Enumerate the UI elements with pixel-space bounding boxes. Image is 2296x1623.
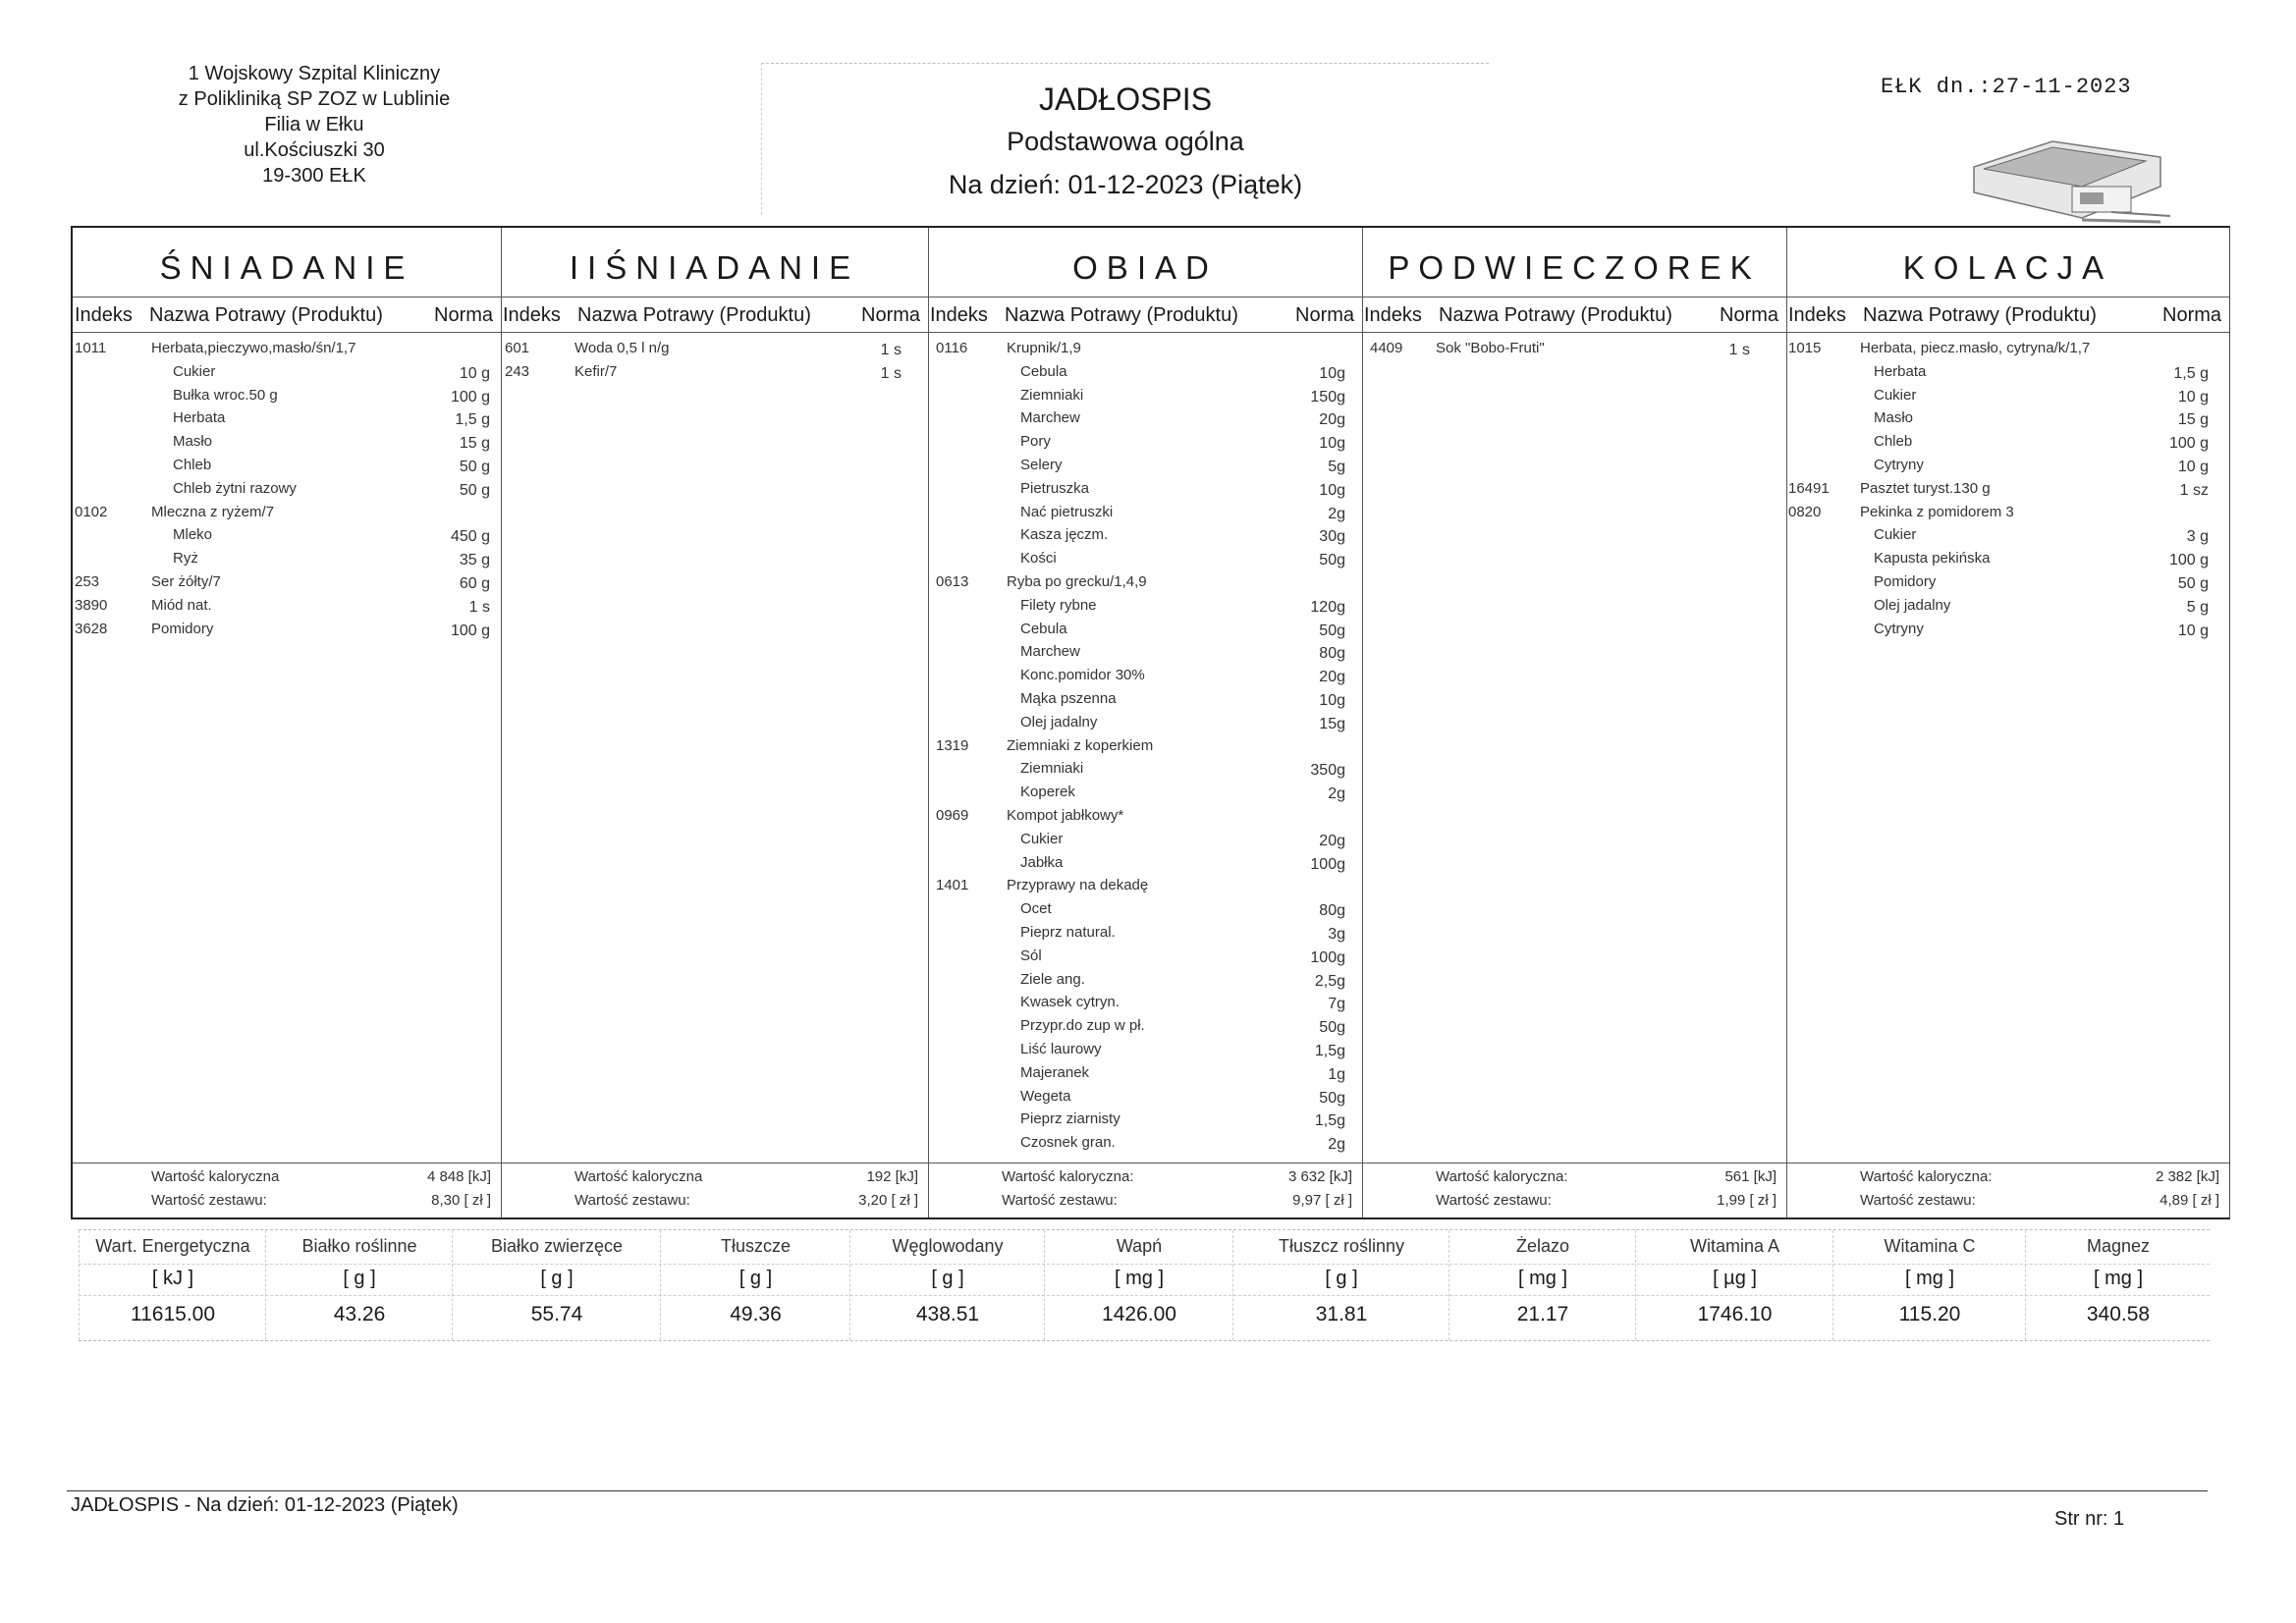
nutrient-unit: [ kJ ] bbox=[151, 1268, 194, 1289]
item-norm: 10 g bbox=[2177, 622, 2209, 639]
set-cost-value: 9,97 [ zł ] bbox=[1292, 1192, 1352, 1209]
item-norm: 2g bbox=[1328, 505, 1345, 522]
item-norm: 100 g bbox=[2168, 435, 2209, 453]
item-norm: 2g bbox=[1328, 785, 1345, 803]
ingredient-name: Bułka wroc.50 g bbox=[173, 386, 278, 404]
dish-name: Ser żółty/7 bbox=[151, 573, 221, 590]
nutrition-row-divider bbox=[79, 1264, 2210, 1265]
ingredient-name: Olej jadalny bbox=[1020, 713, 1098, 730]
item-index: 243 bbox=[505, 362, 530, 380]
nutrient-unit: [ mg ] bbox=[1114, 1268, 1164, 1289]
nutrition-row-divider bbox=[79, 1295, 2210, 1296]
ingredient-name: Marchew bbox=[1020, 409, 1080, 427]
hospital-line: 1 Wojskowy Szpital Kliniczny bbox=[188, 63, 441, 84]
item-norm: 150g bbox=[1310, 388, 1345, 406]
nutrient-label: Białko roślinne bbox=[301, 1236, 417, 1256]
hospital-line: Filia w Ełku bbox=[264, 114, 364, 135]
item-norm: 100 g bbox=[2168, 552, 2209, 569]
ingredient-name: Filety rybne bbox=[1020, 596, 1097, 614]
nutrient-column bbox=[452, 1230, 661, 1340]
item-norm: 100 g bbox=[450, 388, 490, 406]
item-norm: 1 s bbox=[468, 598, 490, 616]
column-divider bbox=[501, 228, 502, 1217]
set-cost-value: 1,99 [ zł ] bbox=[1717, 1192, 1777, 1209]
nutrient-column bbox=[79, 1230, 266, 1340]
dish-name: Kompot jabłkowy* bbox=[1007, 807, 1124, 824]
ingredient-name: Masło bbox=[1874, 409, 1914, 427]
ingredient-name: Liść laurowy bbox=[1020, 1041, 1102, 1057]
page-number: Str nr: 1 bbox=[2054, 1508, 2125, 1530]
item-index: 601 bbox=[505, 340, 530, 356]
ingredient-name: Herbata bbox=[173, 409, 226, 427]
column-header-name: Nazwa Potrawy (Produktu) bbox=[577, 304, 811, 326]
nutrient-value: 1746.10 bbox=[1697, 1303, 1773, 1325]
column-divider bbox=[928, 228, 929, 1217]
dish-name: Ryba po grecku/1,4,9 bbox=[1007, 573, 1147, 590]
nutrient-label: Węglowodany bbox=[892, 1236, 1004, 1256]
item-index: 16491 bbox=[1788, 479, 1830, 497]
column-header-name: Nazwa Potrawy (Produktu) bbox=[1439, 304, 1672, 326]
item-norm: 5 g bbox=[2186, 598, 2209, 616]
item-norm: 10g bbox=[1319, 364, 1345, 382]
item-norm: 30g bbox=[1319, 528, 1345, 546]
item-norm: 10g bbox=[1319, 481, 1345, 499]
set-cost-label: Wartość zestawu: bbox=[1436, 1192, 1552, 1209]
column-header-norm: Norma bbox=[1720, 304, 1779, 326]
item-norm: 3g bbox=[1328, 926, 1345, 943]
ingredient-name: Cebula bbox=[1020, 362, 1067, 380]
item-norm: 15 g bbox=[2177, 411, 2209, 429]
nutrient-value: 340.58 bbox=[2086, 1303, 2151, 1325]
nutrient-unit: [ mg ] bbox=[1517, 1268, 1567, 1289]
item-index: 1319 bbox=[936, 736, 969, 754]
item-norm: 450 g bbox=[450, 528, 490, 546]
set-cost-label: Wartość zestawu: bbox=[1860, 1192, 1976, 1209]
column-header-name: Nazwa Potrawy (Produktu) bbox=[149, 304, 383, 326]
dish-name: Przyprawy na dekadę bbox=[1007, 877, 1149, 894]
ingredient-name: Kości bbox=[1020, 550, 1057, 568]
ingredient-name: Chleb bbox=[173, 457, 212, 473]
item-norm: 1 sz bbox=[2179, 481, 2209, 499]
nutrient-label: Witamina A bbox=[1689, 1236, 1780, 1256]
item-norm: 2g bbox=[1328, 1136, 1345, 1154]
hospital-line: z Polikliniką SP ZOZ w Lublinie bbox=[178, 88, 451, 110]
nutrient-value: 31.81 bbox=[1315, 1303, 1368, 1325]
item-norm: 20g bbox=[1319, 411, 1345, 429]
issue-date: EŁK dn.:27-11-2023 bbox=[1881, 75, 2132, 99]
ingredient-name: Selery bbox=[1020, 457, 1063, 473]
column-header-index: Indeks bbox=[1788, 304, 1846, 326]
ingredient-name: Kwasek cytryn. bbox=[1020, 994, 1120, 1011]
ingredient-name: Ocet bbox=[1020, 900, 1052, 918]
column-divider bbox=[1362, 228, 1363, 1217]
nutrient-value: 115.20 bbox=[1898, 1303, 1961, 1325]
ingredient-name: Pieprz ziarnisty bbox=[1020, 1110, 1121, 1128]
column-header-norm: Norma bbox=[861, 304, 921, 326]
nutrient-value: 49.36 bbox=[730, 1303, 782, 1325]
ingredient-name: Olej jadalny bbox=[1874, 596, 1951, 614]
item-norm: 1,5g bbox=[1314, 1112, 1345, 1130]
nutrient-unit: [ mg ] bbox=[2093, 1268, 2143, 1289]
set-cost-label: Wartość zestawu: bbox=[1002, 1192, 1118, 1209]
item-index: 0102 bbox=[75, 503, 108, 520]
item-norm: 60 g bbox=[459, 575, 490, 592]
ingredient-name: Cukier bbox=[173, 362, 216, 380]
ingredient-name: Mąka pszenna bbox=[1020, 690, 1117, 707]
item-norm: 10 g bbox=[2177, 388, 2209, 406]
column-header-norm: Norma bbox=[1295, 304, 1355, 326]
item-index: 0116 bbox=[936, 340, 968, 356]
column-header-index: Indeks bbox=[930, 304, 988, 326]
ingredient-name: Ziemniaki bbox=[1020, 760, 1084, 778]
nutrient-unit: [ g ] bbox=[931, 1268, 964, 1289]
hospital-line: ul.Kościuszki 30 bbox=[244, 139, 385, 161]
item-norm: 350g bbox=[1310, 762, 1345, 780]
nutrient-value: 21.17 bbox=[1516, 1303, 1569, 1325]
item-norm: 20g bbox=[1319, 832, 1345, 849]
dish-name: Pasztet turyst.130 g bbox=[1860, 479, 1991, 497]
calorie-label: Wartość kaloryczna: bbox=[1860, 1168, 1993, 1185]
ingredient-name: Chleb bbox=[1874, 433, 1913, 451]
footer-divider bbox=[67, 1490, 2208, 1491]
nutrition-summary bbox=[79, 1229, 2210, 1341]
ingredient-name: Jabłka bbox=[1020, 853, 1064, 871]
calorie-label: Wartość kaloryczna bbox=[151, 1168, 280, 1185]
item-norm: 1 s bbox=[880, 364, 902, 382]
column-header-name: Nazwa Potrawy (Produktu) bbox=[1863, 304, 2097, 326]
nutrient-column bbox=[849, 1230, 1045, 1340]
row-divider bbox=[73, 297, 2229, 298]
item-norm: 50 g bbox=[459, 459, 490, 475]
nutrient-value: 43.26 bbox=[333, 1303, 386, 1325]
ingredient-name: Cytryny bbox=[1874, 620, 1924, 637]
nutrient-column bbox=[1449, 1230, 1636, 1340]
ingredient-name: Marchew bbox=[1020, 643, 1080, 661]
meal-title: OBIAD bbox=[1072, 249, 1218, 286]
meal-title: KOLACJA bbox=[1902, 249, 2113, 286]
dish-name: Pekinka z pomidorem 3 bbox=[1860, 503, 2014, 520]
dish-name: Krupnik/1,9 bbox=[1007, 340, 1081, 356]
calorie-value: 3 632 [kJ] bbox=[1287, 1168, 1352, 1185]
item-index: 253 bbox=[75, 573, 100, 590]
item-norm: 100g bbox=[1310, 948, 1345, 966]
calorie-label: Wartość kaloryczna: bbox=[1436, 1168, 1568, 1185]
ingredient-name: Majeranek bbox=[1020, 1063, 1090, 1081]
meal-title: ŚNIADANIE bbox=[159, 249, 414, 286]
set-cost-label: Wartość zestawu: bbox=[574, 1192, 690, 1209]
meal-title: IIŚNIADANIE bbox=[569, 249, 860, 286]
nutrient-label: Tłuszcz roślinny bbox=[1278, 1236, 1405, 1256]
dish-name: Kefir/7 bbox=[574, 362, 618, 380]
item-norm: 35 g bbox=[459, 552, 490, 569]
ingredient-name: Cebula bbox=[1020, 620, 1067, 637]
item-norm: 20g bbox=[1319, 669, 1345, 686]
nutrient-label: Tłuszcze bbox=[720, 1236, 791, 1256]
item-norm: 1,5 g bbox=[455, 411, 490, 429]
nutrient-column bbox=[2025, 1230, 2211, 1340]
item-norm: 1,5g bbox=[1314, 1043, 1345, 1059]
ingredient-name: Przypr.do zup w pł. bbox=[1020, 1017, 1145, 1035]
nutrient-column bbox=[1232, 1230, 1449, 1340]
item-norm: 100g bbox=[1310, 855, 1345, 873]
nutrient-value: 55.74 bbox=[530, 1303, 583, 1325]
set-cost-label: Wartość zestawu: bbox=[151, 1192, 267, 1209]
item-norm: 10g bbox=[1319, 692, 1345, 709]
nutrient-value: 438.51 bbox=[915, 1303, 980, 1325]
dish-name: Miód nat. bbox=[151, 596, 212, 614]
column-header-index: Indeks bbox=[1364, 304, 1422, 326]
item-norm: 80g bbox=[1319, 645, 1345, 663]
nutrient-label: Witamina C bbox=[1884, 1236, 1976, 1256]
ingredient-name: Nać pietruszki bbox=[1020, 503, 1114, 520]
dish-name: Herbata, piecz.masło, cytryna/k/1,7 bbox=[1860, 340, 2091, 356]
nutrient-label: Białko zwierzęce bbox=[490, 1236, 624, 1256]
item-norm: 80g bbox=[1319, 902, 1345, 920]
ingredient-name: Konc.pomidor 30% bbox=[1020, 667, 1145, 684]
ingredient-name: Wegeta bbox=[1020, 1087, 1071, 1105]
meal-title: PODWIECZOREK bbox=[1388, 249, 1761, 286]
item-norm: 15 g bbox=[459, 435, 490, 453]
dish-name: Sok "Bobo-Fruti" bbox=[1436, 340, 1545, 356]
nutrient-column bbox=[1044, 1230, 1233, 1340]
nutrient-value: 1426.00 bbox=[1102, 1303, 1176, 1325]
calorie-value: 2 382 [kJ] bbox=[2155, 1168, 2219, 1185]
nutrient-label: Magnez bbox=[2086, 1236, 2151, 1256]
ingredient-name: Mleko bbox=[173, 526, 213, 544]
dish-name: Mleczna z ryżem/7 bbox=[151, 503, 275, 520]
nutrient-label: Żelazo bbox=[1515, 1236, 1570, 1256]
item-norm: 50 g bbox=[459, 481, 490, 499]
column-header-name: Nazwa Potrawy (Produktu) bbox=[1005, 304, 1238, 326]
hospital-line: 19-300 EŁK bbox=[262, 165, 366, 187]
item-norm: 1 s bbox=[1728, 342, 1750, 358]
ingredient-name: Herbata bbox=[1874, 362, 1927, 380]
item-norm: 1,5 g bbox=[2173, 364, 2209, 382]
nutrient-column bbox=[660, 1230, 850, 1340]
ingredient-name: Masło bbox=[173, 433, 213, 451]
nutrient-label: Wart. Energetyczna bbox=[95, 1236, 250, 1256]
ingredient-name: Ryż bbox=[173, 550, 198, 568]
page-title: JADŁOSPIS bbox=[1038, 81, 1213, 117]
ingredient-name: Czosnek gran. bbox=[1020, 1134, 1116, 1152]
item-norm: 100 g bbox=[450, 622, 490, 639]
calorie-label: Wartość kaloryczna: bbox=[1002, 1168, 1134, 1185]
column-header-index: Indeks bbox=[75, 304, 133, 326]
item-norm: 10 g bbox=[459, 364, 490, 382]
row-divider bbox=[73, 332, 2229, 333]
item-norm: 50g bbox=[1319, 622, 1345, 639]
nutrient-unit: [ µg ] bbox=[1713, 1268, 1757, 1289]
footer-title: JADŁOSPIS - Na dzień: 01-12-2023 (Piątek) bbox=[71, 1494, 459, 1516]
item-index: 0613 bbox=[936, 573, 969, 590]
dish-name: Herbata,pieczywo,masło/śn/1,7 bbox=[151, 340, 356, 356]
ingredient-name: Pieprz natural. bbox=[1020, 924, 1116, 941]
item-norm: 50 g bbox=[2177, 575, 2209, 592]
ingredient-name: Cukier bbox=[1874, 526, 1917, 544]
ingredient-name: Cukier bbox=[1020, 830, 1064, 847]
set-cost-value: 8,30 [ zł ] bbox=[431, 1192, 491, 1209]
item-norm: 10g bbox=[1319, 435, 1345, 453]
item-norm: 50g bbox=[1319, 1089, 1345, 1107]
ingredient-name: Kasza jęczm. bbox=[1020, 526, 1109, 544]
calorie-value: 192 [kJ] bbox=[866, 1168, 918, 1185]
item-index: 4409 bbox=[1370, 340, 1403, 356]
ingredient-name: Pietruszka bbox=[1020, 479, 1090, 497]
dish-name: Woda 0,5 l n/g bbox=[574, 340, 670, 356]
ingredient-name: Chleb żytni razowy bbox=[173, 479, 297, 497]
column-header-norm: Norma bbox=[434, 304, 494, 326]
item-norm: 3 g bbox=[2186, 528, 2209, 546]
nutrient-unit: [ g ] bbox=[343, 1268, 376, 1289]
item-norm: 50g bbox=[1319, 1019, 1345, 1037]
set-cost-value: 3,20 [ zł ] bbox=[858, 1192, 918, 1209]
column-header-index: Indeks bbox=[503, 304, 561, 326]
ingredient-name: Koperek bbox=[1020, 784, 1075, 801]
nutrient-unit: [ g ] bbox=[540, 1268, 574, 1289]
nutrient-label: Wapń bbox=[1116, 1236, 1163, 1256]
nutrient-column bbox=[1635, 1230, 1833, 1340]
calorie-label: Wartość kaloryczna bbox=[574, 1168, 703, 1185]
calorie-value: 4 848 [kJ] bbox=[426, 1168, 491, 1185]
item-norm: 120g bbox=[1310, 598, 1345, 616]
calorie-value: 561 [kJ] bbox=[1724, 1168, 1777, 1185]
item-index: 3890 bbox=[75, 596, 108, 614]
set-cost-value: 4,89 [ zł ] bbox=[2159, 1192, 2219, 1209]
item-index: 0820 bbox=[1788, 503, 1822, 520]
item-norm: 50g bbox=[1319, 552, 1345, 569]
item-index: 0969 bbox=[936, 807, 969, 824]
ingredient-name: Pomidory bbox=[1874, 573, 1937, 590]
ingredient-name: Ziele ang. bbox=[1020, 970, 1085, 988]
nutrient-value: 11615.00 bbox=[130, 1303, 216, 1325]
nutrient-unit: [ g ] bbox=[1325, 1268, 1358, 1289]
item-index: 1401 bbox=[936, 877, 969, 894]
item-norm: 2,5g bbox=[1314, 972, 1345, 990]
item-norm: 15g bbox=[1319, 715, 1345, 732]
item-norm: 5g bbox=[1328, 459, 1345, 475]
nutrient-column bbox=[1832, 1230, 2026, 1340]
diet-name: Podstawowa ogólna bbox=[1007, 127, 1244, 156]
ingredient-name: Sól bbox=[1020, 947, 1042, 964]
dish-name: Ziemniaki z koperkiem bbox=[1007, 736, 1154, 754]
column-header-norm: Norma bbox=[2162, 304, 2222, 326]
hospital-address bbox=[128, 61, 501, 189]
printer-stamp-icon bbox=[1964, 128, 2180, 226]
item-index: 1015 bbox=[1788, 340, 1822, 356]
item-norm: 7g bbox=[1328, 996, 1345, 1013]
ingredient-name: Ziemniaki bbox=[1020, 386, 1084, 404]
nutrient-column bbox=[265, 1230, 453, 1340]
column-divider bbox=[1786, 228, 1787, 1217]
item-norm: 10 g bbox=[2177, 459, 2209, 475]
ingredient-name: Pory bbox=[1020, 433, 1051, 451]
item-norm: 1 s bbox=[880, 342, 902, 358]
ingredient-name: Cukier bbox=[1874, 386, 1917, 404]
menu-table bbox=[71, 226, 2230, 1219]
nutrient-unit: [ g ] bbox=[738, 1268, 773, 1289]
item-norm: 1g bbox=[1328, 1065, 1345, 1083]
item-index: 1011 bbox=[75, 340, 107, 356]
nutrient-unit: [ mg ] bbox=[1904, 1268, 1954, 1289]
item-index: 3628 bbox=[75, 620, 108, 637]
menu-date: Na dzień: 01-12-2023 (Piątek) bbox=[948, 170, 1303, 199]
ingredient-name: Kapusta pekińska bbox=[1874, 550, 1991, 568]
ingredient-name: Cytryny bbox=[1874, 457, 1924, 473]
dish-name: Pomidory bbox=[151, 620, 214, 637]
title-box bbox=[761, 63, 1489, 215]
